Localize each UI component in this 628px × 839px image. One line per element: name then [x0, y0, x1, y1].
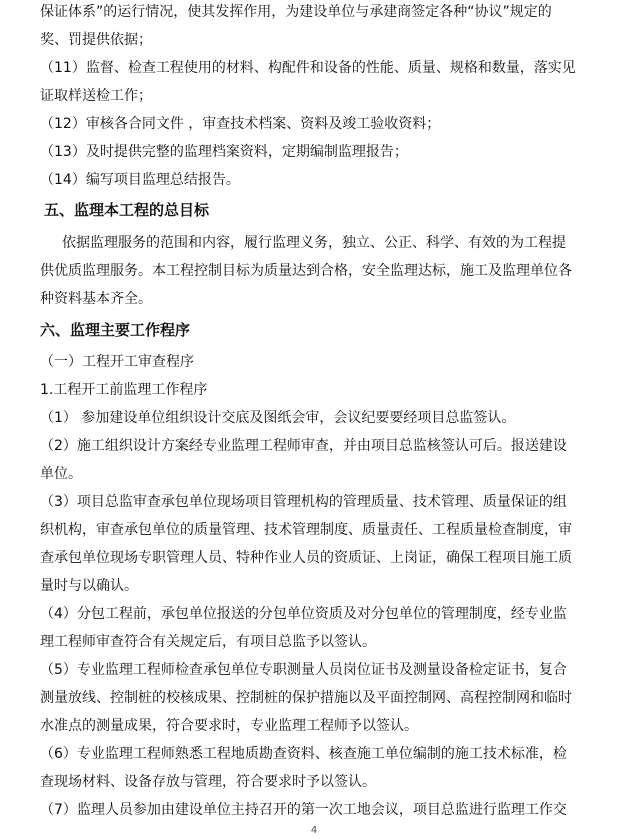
text-line: （2）施工组织设计方案经专业监理工程师审查，并由项目总监核签认可后。报送建设 [40, 438, 567, 454]
text-line: （12）审核各合同文件 ，审查技术档案、资料及竣工验收资料； [40, 116, 441, 132]
text-line: （4）分包工程前，承包单位报送的分包单位资质及对分包单位的管理制度，经专业监 [40, 606, 567, 622]
text-line: （1） 参加建设单位组织设计交底及图纸会审，会议纪要要经项目总监签认。 [40, 410, 516, 426]
text-line: （14）编写项目监理总结报告。 [40, 172, 240, 188]
text-line: 种资料基本齐全。 [40, 291, 152, 307]
section-heading: 五、监理本工程的总目标 [44, 201, 210, 219]
text-line: 1.工程开工前监理工作程序 [40, 382, 208, 398]
text-line: 依据监理服务的范围和内容，履行监理义务，独立、公正、科学、有效的为工程提 [62, 235, 566, 251]
text-line: 保证体系”的运行情况，使其发挥作用，为建设单位与承建商签定各种“协议”规定的 [40, 4, 552, 20]
text-line: 供优质监理服务。本工程控制目标为质量达到合格，安全监理达标，施工及监理单位各 [40, 263, 572, 279]
text-line: （13）及时提供完整的监理档案资料，定期编制监理报告； [40, 144, 408, 160]
text-line: （7）监理人员参加由建设单位主持召开的第一次工地会议，项目总监进行监理工作交 [40, 802, 567, 818]
text-line: 奖、罚提供依据； [40, 32, 152, 48]
text-line: 测量放线、控制桩的校核成果、控制桩的保护措施以及平面控制网、高程控制网和临时 [40, 690, 572, 706]
text-line: （6）专业监理工程师熟悉工程地质勘查资料、核查施工单位编制的施工技术标准，检 [40, 746, 567, 762]
text-line: 理工程师审查符合有关规定后，有项目总监予以签认。 [40, 634, 376, 650]
text-line: 水准点的测量成果，符合要求时，专业监理工程师予以签认。 [40, 718, 418, 734]
text-line: 单位。 [40, 466, 82, 482]
text-line: （5）专业监理工程师检查承包单位专职测量人员岗位证书及测量设备检定证书，复合 [40, 662, 567, 678]
text-line: 织机构，审查承包单位的质量管理、技术管理制度、质量责任、工程质量检查制度，审 [40, 522, 572, 538]
text-line: 证取样送检工作； [40, 88, 152, 104]
text-line: 查现场材料、设备存放与管理，符合要求时予以签认。 [40, 774, 376, 790]
text-line: （11）监督、检查工程使用的材料、构配件和设备的性能、质量、规格和数量，落实见 [40, 60, 576, 76]
section-heading: 六、监理主要工作程序 [40, 321, 191, 339]
text-line: （一）工程开工审查程序 [40, 354, 194, 370]
page-number: 4 [310, 825, 318, 836]
text-line: 查承包单位现场专职管理人员、特种作业人员的资质证、上岗证，确保工程项目施工质 [40, 550, 572, 566]
text-line: 量时与以确认。 [40, 578, 138, 594]
text-line: （3）项目总监审查承包单位现场项目管理机构的管理质量、技术管理、质量保证的组 [40, 494, 567, 510]
